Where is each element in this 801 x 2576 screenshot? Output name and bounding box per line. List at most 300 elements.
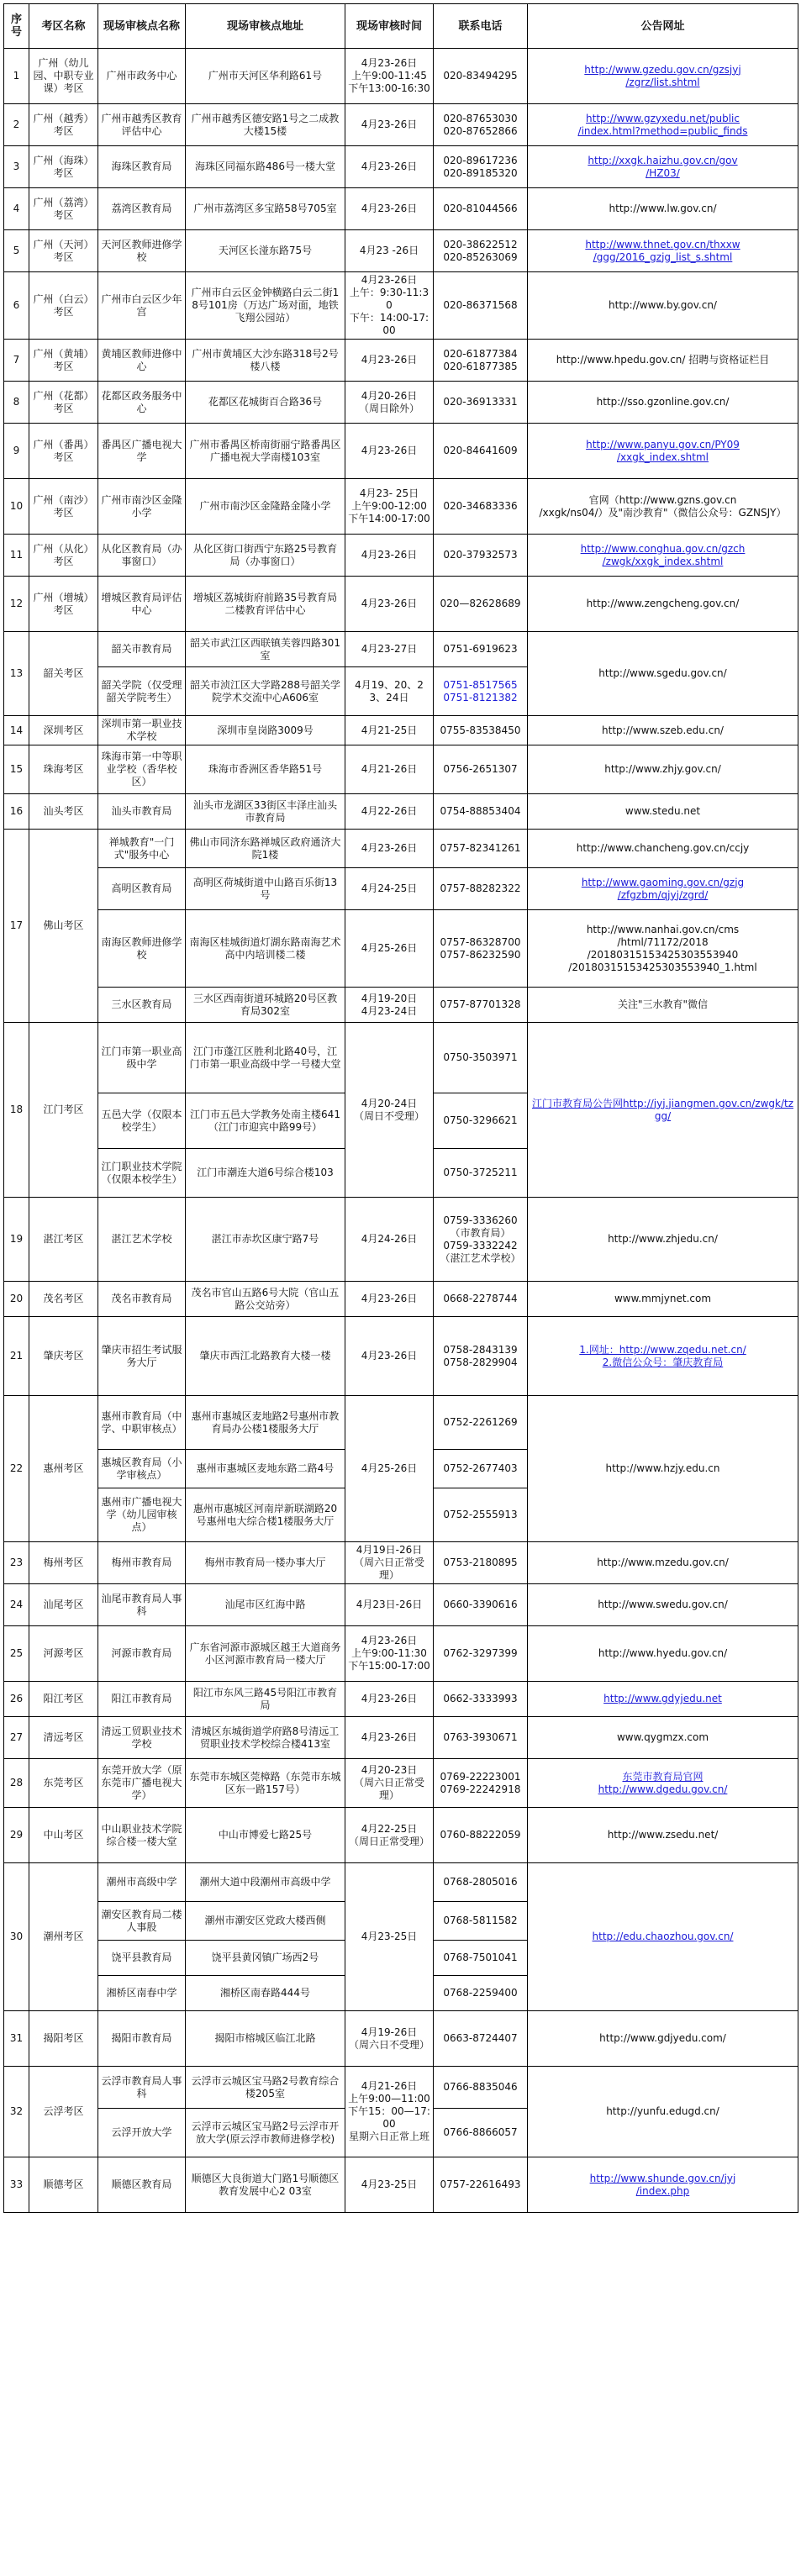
table-cell: 0756-2651307 bbox=[434, 745, 528, 794]
table-cell: 潮安区教育局二楼人事股 bbox=[98, 1902, 186, 1941]
table-cell: 河源市教育局 bbox=[98, 1626, 186, 1682]
table-row bbox=[4, 1808, 798, 1863]
table-row bbox=[4, 1282, 798, 1317]
table-cell: 增城区荔城街府前路35号教育局二楼教育评估中心 bbox=[186, 577, 345, 632]
table-cell: 禅城教育"一门式"服务中心 bbox=[98, 830, 186, 868]
table-cell: 16 bbox=[4, 794, 29, 830]
table-cell: 梅州市教育局一楼办事大厅 bbox=[186, 1542, 345, 1584]
table-cell: 广州（花都）考区 bbox=[29, 382, 98, 424]
table-cell: 茂名考区 bbox=[29, 1282, 98, 1317]
table-cell: 海珠区教育局 bbox=[98, 146, 186, 188]
table-cell: 4月24-26日 bbox=[345, 1198, 434, 1282]
table-cell: 4月21-25日 bbox=[345, 716, 434, 745]
table-cell: http://www.hyedu.gov.cn/ bbox=[528, 1626, 798, 1682]
table-cell[interactable]: http://xxgk.haizhu.gov.cn/gov /HZ03/ bbox=[528, 146, 798, 188]
table-cell: 4月19-20日 4月23-24日 bbox=[345, 988, 434, 1023]
table-cell: http://www.hzjy.edu.cn bbox=[528, 1396, 798, 1542]
table-cell: 汕头考区 bbox=[29, 794, 98, 830]
table-cell: 肇庆考区 bbox=[29, 1317, 98, 1396]
table-cell: 4月23-26日 bbox=[345, 830, 434, 868]
table-cell: 14 bbox=[4, 716, 29, 745]
table-cell: 广东省河源市源城区越王大道商务小区河源市教育局一楼大厅 bbox=[186, 1626, 345, 1682]
table-cell[interactable]: http://edu.chaozhou.gov.cn/ bbox=[528, 1863, 798, 2011]
table-row bbox=[4, 1626, 798, 1682]
table-cell: 21 bbox=[4, 1317, 29, 1396]
table-cell: 0751-6919623 bbox=[434, 632, 528, 667]
table-cell: 0750-3503971 bbox=[434, 1023, 528, 1093]
table-cell: 24 bbox=[4, 1584, 29, 1626]
table-cell: 6 bbox=[4, 272, 29, 340]
table-cell[interactable]: http://www.conghua.gov.cn/gzch /zwgk/xxgk_index.shtml bbox=[528, 535, 798, 577]
table-row bbox=[4, 910, 798, 988]
table-row bbox=[4, 577, 798, 632]
table-cell: 020—82628689 bbox=[434, 577, 528, 632]
table-cell: 惠州市惠城区麦地路2号惠州市教育局办公楼1楼服务大厅 bbox=[186, 1396, 345, 1450]
table-cell[interactable]: http://www.gzedu.gov.cn/gzsjyj /zgrz/list.shtml bbox=[528, 49, 798, 104]
table-cell: 南海区教师进修学校 bbox=[98, 910, 186, 988]
table-cell: 南海区桂城街道灯湖东路南海艺术高中内培训楼二楼 bbox=[186, 910, 345, 988]
table-cell: 15 bbox=[4, 745, 29, 794]
table-cell: 4月25-26日 bbox=[345, 1396, 434, 1542]
table-cell: 高明区荷城街道中山路百乐街13号 bbox=[186, 868, 345, 910]
table-cell: 0759-3336260 （市教育局） 0759-3332242 （湛江艺术学校） bbox=[434, 1198, 528, 1282]
table-cell: 官网（http://www.gzns.gov.cn /xxgk/ns04/）及"南沙教育"（微信公众号：GZNSJY） bbox=[528, 479, 798, 535]
table-cell: 9 bbox=[4, 424, 29, 479]
exam-site-table bbox=[3, 3, 798, 2213]
table-cell: 广州（增城）考区 bbox=[29, 577, 98, 632]
table-cell: 4月19-26日 （周六日不受理） bbox=[345, 2011, 434, 2067]
table-cell: 饶平县黄冈镇广场西2号 bbox=[186, 1941, 345, 1976]
table-cell: 0768-5811582 bbox=[434, 1902, 528, 1941]
table-cell: 0754-88853404 bbox=[434, 794, 528, 830]
table-cell: 汕尾市区红海中路 bbox=[186, 1584, 345, 1626]
table-cell: 4月23-26日 bbox=[345, 1682, 434, 1717]
table-cell: 佛山考区 bbox=[29, 830, 98, 1023]
table-cell: 广州（白云）考区 bbox=[29, 272, 98, 340]
table-cell: 汕尾考区 bbox=[29, 1584, 98, 1626]
table-cell: 0758-2843139 0758-2829904 bbox=[434, 1317, 528, 1396]
table-cell: 佛山市同济东路禅城区政府通济大院1楼 bbox=[186, 830, 345, 868]
table-cell: 4月23日-26日 bbox=[345, 1584, 434, 1626]
table-row bbox=[4, 535, 798, 577]
table-cell: 0752-2555913 bbox=[434, 1488, 528, 1542]
table-cell: 0751-8517565 0751-8121382 bbox=[434, 667, 528, 716]
table-cell: http://www.mzedu.gov.cn/ bbox=[528, 1542, 798, 1584]
table-cell: http://www.hpedu.gov.cn/ 招聘与资格证栏目 bbox=[528, 340, 798, 382]
table-cell: 7 bbox=[4, 340, 29, 382]
table-cell: 清远考区 bbox=[29, 1717, 98, 1759]
table-cell: 0752-2677403 bbox=[434, 1450, 528, 1488]
table-cell: 汕头市龙湖区33街区丰泽庄汕头市教育局 bbox=[186, 794, 345, 830]
table-row bbox=[4, 1584, 798, 1626]
table-cell: 番禺区广播电视大学 bbox=[98, 424, 186, 479]
table-cell: 广州市番禺区桥南街丽宁路番禺区广播电视大学南楼103室 bbox=[186, 424, 345, 479]
table-cell: www.qygmzx.com bbox=[528, 1717, 798, 1759]
table-cell: 三水区西南街道环城路20号区教育局302室 bbox=[186, 988, 345, 1023]
table-cell: 广州市白云区金钟横路白云二街18号101房（万达广场对面，地铁飞翔公园站） bbox=[186, 272, 345, 340]
table-cell: 揭阳考区 bbox=[29, 2011, 98, 2067]
table-cell: 揭阳市榕城区临江北路 bbox=[186, 2011, 345, 2067]
table-cell: 4月19日-26日 （周六日正常受理） bbox=[345, 1542, 434, 1584]
table-cell: 020-81044566 bbox=[434, 188, 528, 230]
table-cell: 广州（番禺）考区 bbox=[29, 424, 98, 479]
table-cell: 广州市政务中心 bbox=[98, 49, 186, 104]
table-cell: 韶关学院（仅受理韶关学院考生） bbox=[98, 667, 186, 716]
table-cell: 湛江艺术学校 bbox=[98, 1198, 186, 1282]
table-cell: 27 bbox=[4, 1717, 29, 1759]
table-row bbox=[4, 272, 798, 340]
table-cell: 4月23-26日 bbox=[345, 577, 434, 632]
table-cell: 增城区教育局评估中心 bbox=[98, 577, 186, 632]
table-cell[interactable]: http://www.thnet.gov.cn/thxxw /ggg/2016_gzjg_list_s.shtml bbox=[528, 230, 798, 272]
table-cell: 4月25-26日 bbox=[345, 910, 434, 988]
table-cell: 广州市越秀区教育评估中心 bbox=[98, 104, 186, 146]
table-cell: 4月23-26日 上午：9:30-11:30 下午：14:00-17:00 bbox=[345, 272, 434, 340]
table-cell: 0768-2259400 bbox=[434, 1976, 528, 2011]
table-cell: 中山职业技术学院综合楼一楼大堂 bbox=[98, 1808, 186, 1863]
table-cell: 020-37932573 bbox=[434, 535, 528, 577]
table-cell: http://www.zsedu.net/ bbox=[528, 1808, 798, 1863]
table-cell: 天河区长湴东路75号 bbox=[186, 230, 345, 272]
table-cell: http://www.sgedu.gov.cn/ bbox=[528, 632, 798, 716]
table-cell: 0660-3390616 bbox=[434, 1584, 528, 1626]
table-cell: 33 bbox=[4, 2157, 29, 2213]
table-cell: 4月23-26日 bbox=[345, 424, 434, 479]
table-cell: 顺德考区 bbox=[29, 2157, 98, 2213]
table-cell: 珠海市香洲区香华路51号 bbox=[186, 745, 345, 794]
table-row bbox=[4, 1396, 798, 1450]
header-col-index: 序号 bbox=[4, 4, 29, 49]
table-row bbox=[4, 1682, 798, 1717]
table-row bbox=[4, 868, 798, 910]
table-cell: 0668-2278744 bbox=[434, 1282, 528, 1317]
table-cell: 17 bbox=[4, 830, 29, 1023]
table-cell: 江门市潮连大道6号综合楼103 bbox=[186, 1149, 345, 1198]
table-row bbox=[4, 479, 798, 535]
table-cell: 顺德区教育局 bbox=[98, 2157, 186, 2213]
table-cell: 020-36913331 bbox=[434, 382, 528, 424]
table-cell: 20 bbox=[4, 1282, 29, 1317]
table-cell: 0757-87701328 bbox=[434, 988, 528, 1023]
table-cell: 饶平县教育局 bbox=[98, 1941, 186, 1976]
table-cell: 江门市第一职业高级中学 bbox=[98, 1023, 186, 1093]
table-cell: 0753-2180895 bbox=[434, 1542, 528, 1584]
table-cell: 4 bbox=[4, 188, 29, 230]
table-cell[interactable]: 江门市教育局公告网http://jyj.jiangmen.gov.cn/zwgk/tzgg/ bbox=[528, 1023, 798, 1198]
table-cell: 汕头市教育局 bbox=[98, 794, 186, 830]
table-row bbox=[4, 2157, 798, 2213]
table-cell: 云浮考区 bbox=[29, 2067, 98, 2157]
table-cell: 25 bbox=[4, 1626, 29, 1682]
table-cell: 云浮开放大学 bbox=[98, 2109, 186, 2157]
table-cell: 惠州考区 bbox=[29, 1396, 98, 1542]
table-cell: 020-84641609 bbox=[434, 424, 528, 479]
table-row bbox=[4, 104, 798, 146]
table-row bbox=[4, 1542, 798, 1584]
table-cell: 0768-7501041 bbox=[434, 1941, 528, 1976]
table-cell: 关注"三水教育"微信 bbox=[528, 988, 798, 1023]
table-cell: 五邑大学（仅限本校学生） bbox=[98, 1093, 186, 1149]
table-cell: 4月21-26日 bbox=[345, 745, 434, 794]
table-cell: 4月23-26日 上午9:00-11:30 下午15:00-17:00 bbox=[345, 1626, 434, 1682]
table-cell: 惠州市广播电视大学（幼儿园审核点） bbox=[98, 1488, 186, 1542]
table-cell: 海珠区同福东路486号一楼大堂 bbox=[186, 146, 345, 188]
table-cell: 0769-22223001 0769-22242918 bbox=[434, 1759, 528, 1808]
table-cell: 广州（从化）考区 bbox=[29, 535, 98, 577]
table-cell: 020-83494295 bbox=[434, 49, 528, 104]
table-cell: 广州（天河）考区 bbox=[29, 230, 98, 272]
table-cell: 东莞开放大学（原东莞市广播电视大学） bbox=[98, 1759, 186, 1808]
table-cell: 梅州考区 bbox=[29, 1542, 98, 1584]
table-row bbox=[4, 1717, 798, 1759]
table-cell: 韶关市武江区西联镇芙蓉四路301室 bbox=[186, 632, 345, 667]
table-cell: 13 bbox=[4, 632, 29, 716]
table-cell: 0768-2805016 bbox=[434, 1863, 528, 1902]
table-cell: 茂名市教育局 bbox=[98, 1282, 186, 1317]
table-cell[interactable]: http://www.gzyxedu.net/public /index.html?method=public_finds bbox=[528, 104, 798, 146]
table-cell: 河源考区 bbox=[29, 1626, 98, 1682]
table-cell: 荔湾区教育局 bbox=[98, 188, 186, 230]
table-cell: 4月21-26日 上午9:00—11:00 下午15：00—17:00 星期六日正常上班 bbox=[345, 2067, 434, 2157]
table-cell: http://www.zengcheng.gov.cn/ bbox=[528, 577, 798, 632]
table-cell: 惠州市惠城区河南岸新联湖路20号惠州电大综合楼1楼服务大厅 bbox=[186, 1488, 345, 1542]
table-cell: 阳江市教育局 bbox=[98, 1682, 186, 1717]
table-row bbox=[4, 2067, 798, 2109]
table-cell: 4月23-26日 bbox=[345, 1717, 434, 1759]
table-cell: 花都区政务服务中心 bbox=[98, 382, 186, 424]
table-cell: 花都区花城街百合路36号 bbox=[186, 382, 345, 424]
table-row bbox=[4, 745, 798, 794]
table-cell: http://www.nanhai.gov.cn/cms /html/71172/2018 /20180315153425303553940 /20180315153425303553940_1.html bbox=[528, 910, 798, 988]
table-cell: 0766-8866057 bbox=[434, 2109, 528, 2157]
table-cell: 珠海市第一中等职业学校（香华校区） bbox=[98, 745, 186, 794]
table-cell: 江门市五邑大学教务处南主楼641（江门市迎宾中路99号） bbox=[186, 1093, 345, 1149]
table-cell[interactable]: http://www.panyu.gov.cn/PY09 /xxgk_index.shtml bbox=[528, 424, 798, 479]
table-cell[interactable]: 1.网址：http://www.zqedu.net.cn/ 2.微信公众号：肇庆教育局 bbox=[528, 1317, 798, 1396]
table-row bbox=[4, 1759, 798, 1808]
table-cell: 潮州市高级中学 bbox=[98, 1863, 186, 1902]
table-cell: http://www.gdjyedu.com/ bbox=[528, 2011, 798, 2067]
table-cell: 湛江市赤坎区康宁路7号 bbox=[186, 1198, 345, 1282]
table-cell: 4月22-25日 （周日正常受理） bbox=[345, 1808, 434, 1863]
table-cell: 潮州考区 bbox=[29, 1863, 98, 2011]
table-cell: 江门考区 bbox=[29, 1023, 98, 1198]
table-cell: 潮州大道中段潮州市高级中学 bbox=[186, 1863, 345, 1902]
table-cell: 4月20-23日 （周六日正常受理） bbox=[345, 1759, 434, 1808]
header-col-review-time: 现场审核时间 bbox=[345, 4, 434, 49]
table-cell: 5 bbox=[4, 230, 29, 272]
table-cell: 4月20-26日 （周日除外） bbox=[345, 382, 434, 424]
table-cell: 020-87653030 020-87652866 bbox=[434, 104, 528, 146]
table-row bbox=[4, 830, 798, 868]
table-cell: 东莞考区 bbox=[29, 1759, 98, 1808]
table-cell: 揭阳市教育局 bbox=[98, 2011, 186, 2067]
table-cell: 4月23 -26日 bbox=[345, 230, 434, 272]
table-row bbox=[4, 794, 798, 830]
table-cell: 0663-8724407 bbox=[434, 2011, 528, 2067]
table-cell: 0757-86328700 0757-86232590 bbox=[434, 910, 528, 988]
table-row bbox=[4, 146, 798, 188]
table-row bbox=[4, 49, 798, 104]
table-cell: 惠州市惠城区麦地东路二路4号 bbox=[186, 1450, 345, 1488]
table-cell: 4月22-26日 bbox=[345, 794, 434, 830]
table-cell: 0662-3333993 bbox=[434, 1682, 528, 1717]
table-row bbox=[4, 382, 798, 424]
table-cell: 4月23-26日 bbox=[345, 340, 434, 382]
table-cell: 云浮市云城区宝马路2号教育综合楼205室 bbox=[186, 2067, 345, 2109]
table-cell: 云浮市云城区宝马路2号云浮市开放大学(原云浮市教师进修学校) bbox=[186, 2109, 345, 2157]
table-cell: 广州市荔湾区多宝路58号705室 bbox=[186, 188, 345, 230]
table-cell: 潮州市潮安区党政大楼西侧 bbox=[186, 1902, 345, 1941]
table-body bbox=[4, 49, 798, 2213]
table-cell: 广州（南沙）考区 bbox=[29, 479, 98, 535]
table-cell: 深圳市皇岗路3009号 bbox=[186, 716, 345, 745]
table-cell: http://www.chancheng.gov.cn/ccjy bbox=[528, 830, 798, 868]
table-cell: 4月23-27日 bbox=[345, 632, 434, 667]
table-row bbox=[4, 632, 798, 667]
table-cell[interactable]: http://www.gaoming.gov.cn/gzjg /zfgzbm/qjyj/zgrd/ bbox=[528, 868, 798, 910]
table-cell: 0757-82341261 bbox=[434, 830, 528, 868]
table-cell: 茂名市官山五路6号大院（官山五路公交站旁） bbox=[186, 1282, 345, 1317]
table-cell: 19 bbox=[4, 1198, 29, 1282]
table-cell: 东莞市东城区莞樟路（东莞市东城区东一路157号） bbox=[186, 1759, 345, 1808]
table-cell: 32 bbox=[4, 2067, 29, 2157]
table-cell: 广州（海珠）考区 bbox=[29, 146, 98, 188]
table-cell: 清城区东城街道学府路8号清远工贸职业技术学校综合楼413室 bbox=[186, 1717, 345, 1759]
table-cell: 广州（越秀）考区 bbox=[29, 104, 98, 146]
table-cell: 0752-2261269 bbox=[434, 1396, 528, 1450]
table-cell: http://sso.gzonline.gov.cn/ bbox=[528, 382, 798, 424]
table-cell[interactable]: 东莞市教育局官网 http://www.dgedu.gov.cn/ bbox=[528, 1759, 798, 1808]
table-cell: 阳江市东风三路45号阳江市教育局 bbox=[186, 1682, 345, 1717]
table-cell: 广州（荔湾）考区 bbox=[29, 188, 98, 230]
table-cell: 28 bbox=[4, 1759, 29, 1808]
table-cell: 珠海考区 bbox=[29, 745, 98, 794]
table-row bbox=[4, 2011, 798, 2067]
table-cell: 4月23-26日 bbox=[345, 188, 434, 230]
table-cell: 4月19、20、23、24日 bbox=[345, 667, 434, 716]
table-cell: 高明区教育局 bbox=[98, 868, 186, 910]
table-cell: 汕尾市教育局人事科 bbox=[98, 1584, 186, 1626]
table-row bbox=[4, 1863, 798, 1902]
header-col-phone: 联系电话 bbox=[434, 4, 528, 49]
table-cell: 18 bbox=[4, 1023, 29, 1198]
table-cell: 31 bbox=[4, 2011, 29, 2067]
table-cell: 中山市博爱七路25号 bbox=[186, 1808, 345, 1863]
table-cell: 韶关考区 bbox=[29, 632, 98, 716]
table-cell: 0757-22616493 bbox=[434, 2157, 528, 2213]
table-cell: 1 bbox=[4, 49, 29, 104]
table-cell: 中山考区 bbox=[29, 1808, 98, 1863]
table-cell: http://www.zhjedu.cn/ bbox=[528, 1198, 798, 1282]
table-cell: 020-34683336 bbox=[434, 479, 528, 535]
table-cell: 0755-83538450 bbox=[434, 716, 528, 745]
table-cell: 从化区教育局（办事窗口） bbox=[98, 535, 186, 577]
table-cell: 韶关市浈江区大学路288号韶关学院学术交流中心A606室 bbox=[186, 667, 345, 716]
table-cell: 湛江考区 bbox=[29, 1198, 98, 1282]
table-cell: 广州市南沙区金隆小学 bbox=[98, 479, 186, 535]
table-row bbox=[4, 1023, 798, 1093]
table-cell: 4月23-25日 bbox=[345, 2157, 434, 2213]
table-row bbox=[4, 1317, 798, 1396]
table-cell: 广州（幼儿园、中职专业课）考区 bbox=[29, 49, 98, 104]
table-cell: 肇庆市西江北路教育大楼一楼 bbox=[186, 1317, 345, 1396]
table-cell: 广州市越秀区德安路1号之二成教大楼15楼 bbox=[186, 104, 345, 146]
table-cell: http://www.zhjy.gov.cn/ bbox=[528, 745, 798, 794]
table-cell: 惠城区教育局（小学审核点） bbox=[98, 1450, 186, 1488]
table-cell: 10 bbox=[4, 479, 29, 535]
header-col-exam-area: 考区名称 bbox=[29, 4, 98, 49]
table-cell: 广州市黄埔区大沙东路318号2号楼八楼 bbox=[186, 340, 345, 382]
table-cell: 22 bbox=[4, 1396, 29, 1542]
table-row bbox=[4, 188, 798, 230]
table-cell: http://yunfu.edugd.cn/ bbox=[528, 2067, 798, 2157]
table-cell: 深圳考区 bbox=[29, 716, 98, 745]
table-cell: 12 bbox=[4, 577, 29, 632]
table-cell: 4月24-25日 bbox=[345, 868, 434, 910]
table-cell: 11 bbox=[4, 535, 29, 577]
table-cell: 阳江考区 bbox=[29, 1682, 98, 1717]
table-cell: 020-61877384 020-61877385 bbox=[434, 340, 528, 382]
table-cell: 23 bbox=[4, 1542, 29, 1584]
table-cell: 0750-3296621 bbox=[434, 1093, 528, 1149]
table-cell: 湘桥区南春路444号 bbox=[186, 1976, 345, 2011]
table-cell: 从化区街口街西宁东路25号教育局（办事窗口） bbox=[186, 535, 345, 577]
table-cell: 韶关市教育局 bbox=[98, 632, 186, 667]
table-cell: 广州市天河区华利路61号 bbox=[186, 49, 345, 104]
table-cell: http://www.swedu.gov.cn/ bbox=[528, 1584, 798, 1626]
header-row bbox=[4, 4, 798, 49]
table-cell: 4月23-26日 bbox=[345, 1282, 434, 1317]
table-cell: http://www.lw.gov.cn/ bbox=[528, 188, 798, 230]
table-cell: 清远工贸职业技术学校 bbox=[98, 1717, 186, 1759]
table-cell: 黄埔区教师进修中心 bbox=[98, 340, 186, 382]
table-cell: 广州市白云区少年宫 bbox=[98, 272, 186, 340]
table-cell: 肇庆市招生考试服务大厅 bbox=[98, 1317, 186, 1396]
table-cell: 020-86371568 bbox=[434, 272, 528, 340]
table-cell[interactable]: http://www.gdyjedu.net bbox=[528, 1682, 798, 1717]
table-cell: 4月23-25日 bbox=[345, 1863, 434, 2011]
table-row bbox=[4, 340, 798, 382]
table-row bbox=[4, 716, 798, 745]
table-cell: 江门职业技术学院（仅限本校学生） bbox=[98, 1149, 186, 1198]
table-cell: www.mmjynet.com bbox=[528, 1282, 798, 1317]
table-cell: 惠州市教育局（中学、中职审核点） bbox=[98, 1396, 186, 1450]
table-cell: 湘桥区南春中学 bbox=[98, 1976, 186, 2011]
table-cell: 0766-8835046 bbox=[434, 2067, 528, 2109]
table-cell: 4月23- 25日 上午9:00-12:00 下午14:00-17:00 bbox=[345, 479, 434, 535]
table-cell: 29 bbox=[4, 1808, 29, 1863]
table-cell: 020-89617236 020-89185320 bbox=[434, 146, 528, 188]
table-cell: 4月20-24日 （周日不受理） bbox=[345, 1023, 434, 1198]
table-cell: 梅州市教育局 bbox=[98, 1542, 186, 1584]
table-cell: 2 bbox=[4, 104, 29, 146]
table-cell[interactable]: http://www.shunde.gov.cn/jyj /index.php bbox=[528, 2157, 798, 2213]
table-cell: 广州（黄埔）考区 bbox=[29, 340, 98, 382]
header-col-site-name: 现场审核点名称 bbox=[98, 4, 186, 49]
table-cell: 0760-88222059 bbox=[434, 1808, 528, 1863]
table-cell: 4月23-26日 bbox=[345, 1317, 434, 1396]
table-cell: 26 bbox=[4, 1682, 29, 1717]
header-col-notice-url: 公告网址 bbox=[528, 4, 798, 49]
header-col-site-address: 现场审核点地址 bbox=[186, 4, 345, 49]
table-cell: 30 bbox=[4, 1863, 29, 2011]
table-row bbox=[4, 988, 798, 1023]
table-cell: 020-38622512 020-85263069 bbox=[434, 230, 528, 272]
table-cell: 3 bbox=[4, 146, 29, 188]
table-cell: 0750-3725211 bbox=[434, 1149, 528, 1198]
table-cell: 0762-3297399 bbox=[434, 1626, 528, 1682]
